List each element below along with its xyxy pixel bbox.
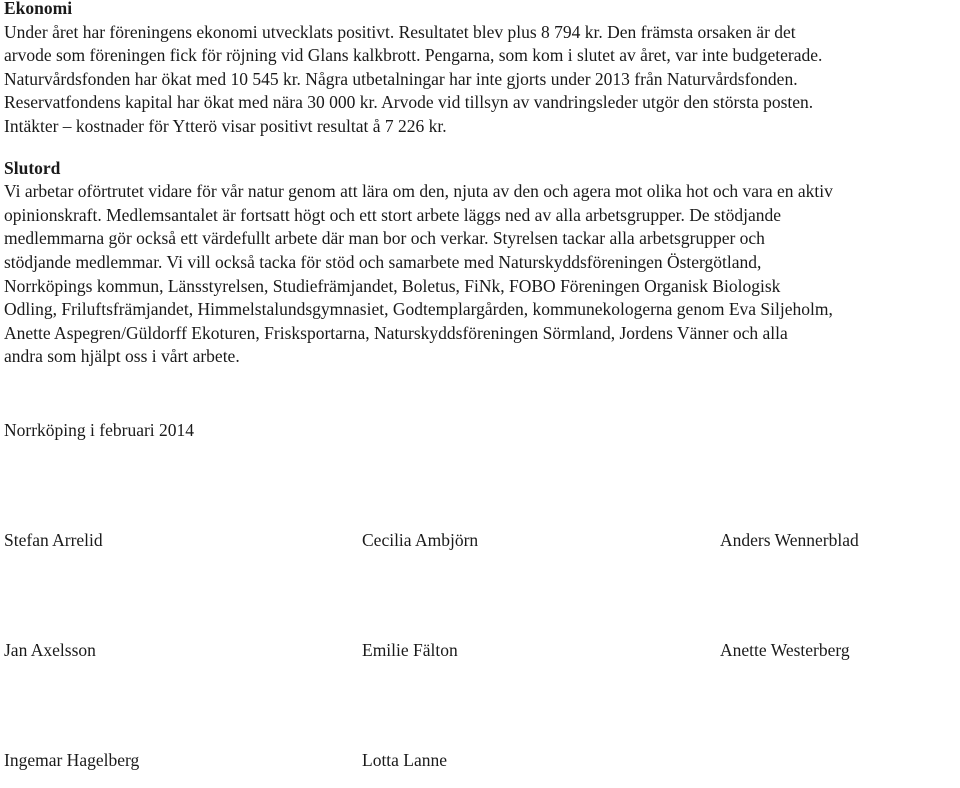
spacer <box>4 369 960 419</box>
signature-row <box>4 529 960 553</box>
closing-paragraph: Vi arbetar oförtrutet vidare för vår natur genom att lära om den, njuta av den och agera mot olika hot och vara en aktiv opinionskraft. Medlemsantalet är fortsatt högt och ett stort arbete läggs ned av alla arbetsgrupper. De stödjande medlemmarna gör också ett värdefullt arbete där man bor och verkar. Styrelsen tackar alla arbetsgrupper och stödjande medlemmar. Vi vill också tacka för stöd och samarbete med Naturskyddsföreningen Östergötland, Norrköpings kommun, Länsstyrelsen, Studiefrämjandet, Boletus, FiNk, FOBO Föreningen Organisk Biologisk Odling, Friluftsfrämjandet, Himmelstalundsgymnasiet, Godtemplargården, kommunekologerna genom Eva Siljeholm, Anette Aspegren/Güldorff Ekoturen, Frisksportarna, Naturskyddsföreningen Sörmland, Jordens Vänner och alla andra som hjälpt oss i vårt arbete. <box>4 181 833 367</box>
signature-name: Lotta Lanne <box>362 749 448 770</box>
signature-name: Cecilia Ambjörn <box>362 529 479 550</box>
signature-name: Ingemar Hagelberg <box>4 749 140 770</box>
spacer <box>4 553 960 639</box>
document-page <box>4 0 960 773</box>
signature-name: Anette Westerberg <box>720 639 850 660</box>
closing-heading: Slutord <box>4 157 61 178</box>
spacer <box>4 139 960 157</box>
signature-row <box>4 749 960 773</box>
spacer <box>4 443 960 529</box>
place-date: Norrköping i februari 2014 <box>4 419 195 440</box>
spacer <box>4 663 960 749</box>
signature-name: Emilie Fälton <box>362 639 458 660</box>
signature-name: Anders Wennerblad <box>720 529 859 550</box>
economy-paragraph: Under året har föreningens ekonomi utvecklats positivt. Resultatet blev plus 8 794 kr. Den främsta orsaken är det arvode som föreningen fick för röjning vid Glans kalkbrott. Pengarna, som kom i slutet av året, var inte budgeterade. Naturvårdsfonden har ökat med 10 545 kr. Några utbetalningar har inte gjorts under 2013 från Naturvårdsfonden. Reservatfondens kapital har ökat med nära 30 000 kr. Arvode vid tillsyn av vandringsleder utgör den största posten. Intäkter – kostnader för Ytterö visar positivt resultat å 7 226 kr. <box>4 21 823 136</box>
signature-row <box>4 639 960 663</box>
economy-heading: Ekonomi <box>4 0 73 18</box>
signature-name: Stefan Arrelid <box>4 529 103 550</box>
signature-name: Jan Axelsson <box>4 639 96 660</box>
